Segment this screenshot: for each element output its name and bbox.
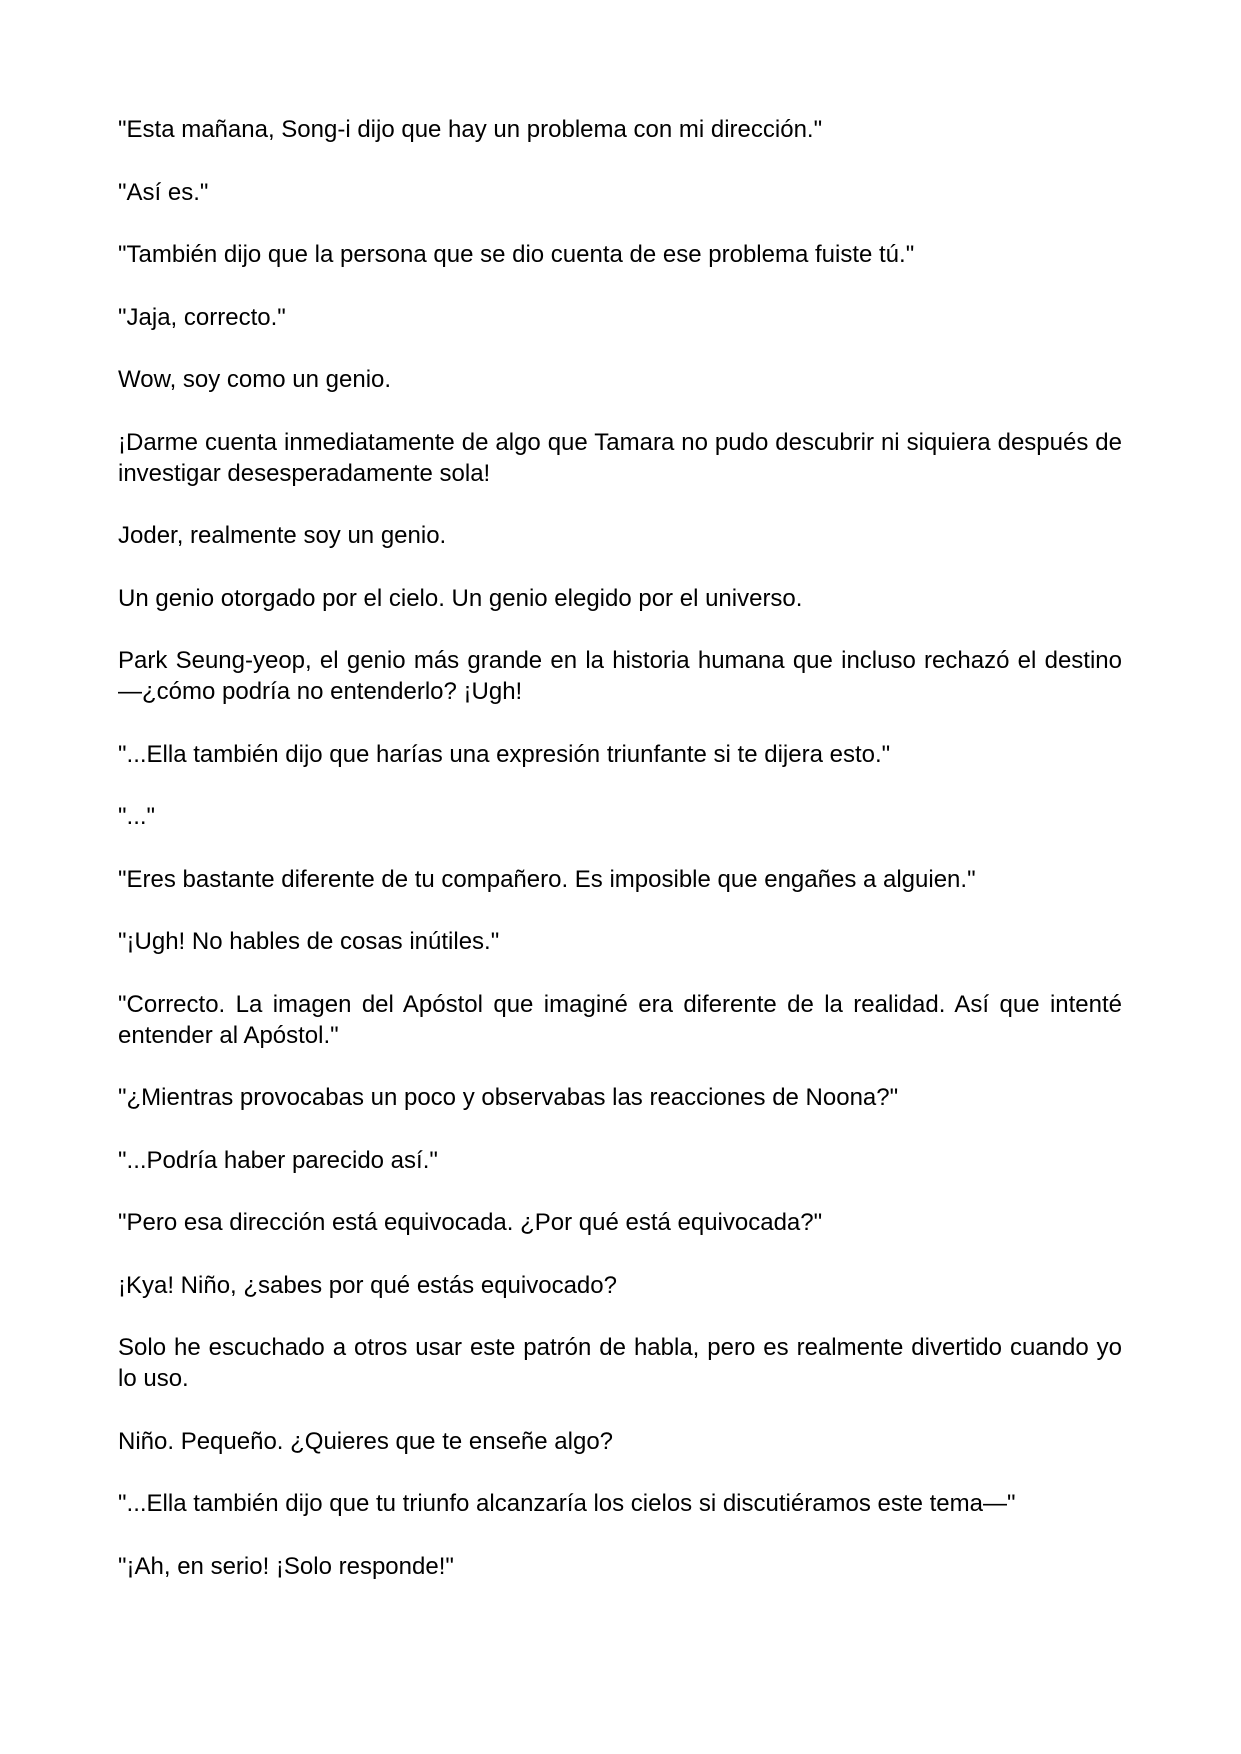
paragraph: Park Seung-yeop, el genio más grande en la historia humana que incluso rechazó el destino—¿cómo podría no entenderlo? ¡Ugh! xyxy=(118,647,1122,705)
paragraph: "...Ella también dijo que harías una expresión triunfante si te dijera esto." xyxy=(118,740,891,768)
paragraph: "Eres bastante diferente de tu compañero. Es imposible que engañes a alguien." xyxy=(118,865,976,893)
paragraph: "Jaja, correcto." xyxy=(118,303,286,331)
paragraph: "También dijo que la persona que se dio cuenta de ese problema fuiste tú." xyxy=(118,241,915,268)
paragraph: "Pero esa dirección está equivocada. ¿Por qué está equivocada?" xyxy=(118,1209,823,1236)
paragraph: "¿Mientras provocabas un poco y observabas las reacciones de Noona?" xyxy=(118,1084,899,1111)
paragraph: Wow, soy como un genio. xyxy=(118,366,392,393)
paragraph: "Así es." xyxy=(118,178,209,206)
paragraph: "..." xyxy=(118,803,156,830)
paragraph: Niño. Pequeño. ¿Quieres que te enseñe algo? xyxy=(118,1427,614,1455)
paragraph: "¡Ugh! No hables de cosas inútiles." xyxy=(118,928,500,955)
body-text xyxy=(118,114,1122,1613)
paragraph: Un genio otorgado por el cielo. Un genio elegido por el universo. xyxy=(118,584,803,612)
paragraph: "Correcto. La imagen del Apóstol que imaginé era diferente de la realidad. Así que intenté entender al Apóstol." xyxy=(118,990,1122,1049)
paragraph: Joder, realmente soy un genio. xyxy=(118,522,447,549)
paragraph: Solo he escuchado a otros usar este patrón de habla, pero es realmente divertido cuando yo lo uso. xyxy=(118,1334,1122,1392)
paragraph: ¡Darme cuenta inmediatamente de algo que Tamara no pudo descubrir ni siquiera después de investigar desesperadamente sola! xyxy=(118,428,1122,487)
paragraph: "...Ella también dijo que tu triunfo alcanzaría los cielos si discutiéramos este tema—" xyxy=(118,1490,1016,1517)
paragraph: ¡Kya! Niño, ¿sabes por qué estás equivocado? xyxy=(118,1271,617,1299)
paragraph: "¡Ah, en serio! ¡Solo responde!" xyxy=(118,1552,454,1580)
paragraph: "Esta mañana, Song-i dijo que hay un problema con mi dirección." xyxy=(118,116,823,143)
paragraph: "...Podría haber parecido así." xyxy=(118,1146,438,1174)
